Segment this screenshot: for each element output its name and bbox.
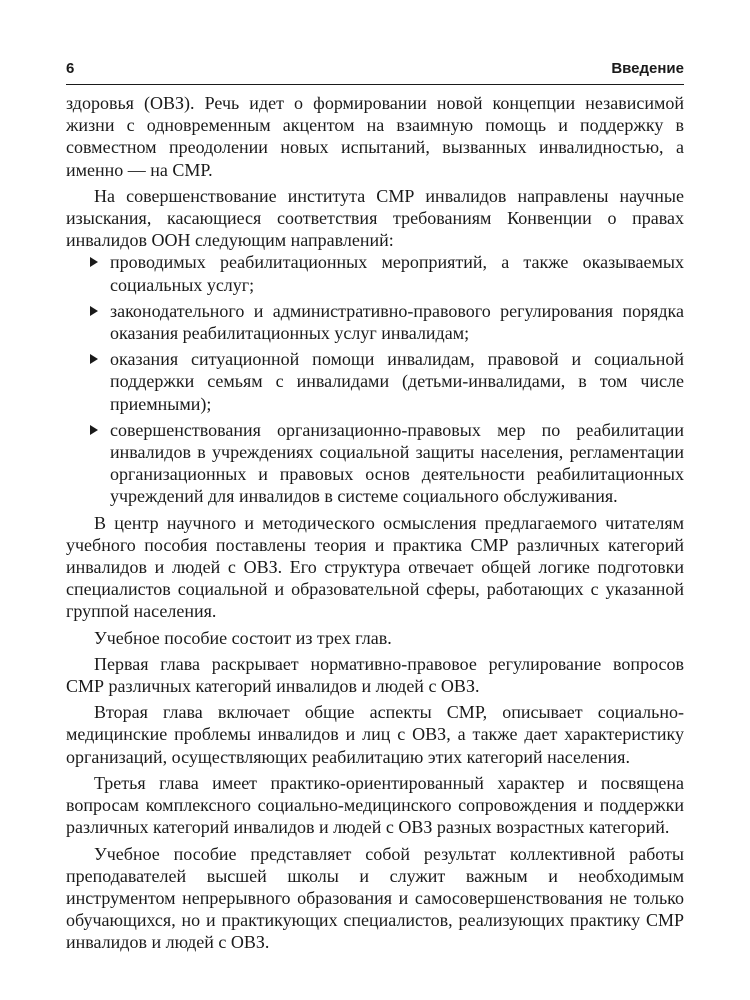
paragraph: Третья глава имеет практико-ориентированный характер и посвящена вопросам комплексного социально-медицинского сопровождения и поддержки различных категорий инвалидов и людей с ОВЗ разных возрастных категорий. — [66, 772, 684, 838]
paragraph: Учебное пособие представляет собой результат коллективной работы преподавателей высшей школы и служит важным и необходимым инструментом непрерывного образования и самосовершенствования не только обучающихся, но и практикующих специалистов, реализующих практику СМР инвалидов и людей с ОВЗ. — [66, 843, 684, 953]
paragraph: Первая глава раскрывает нормативно-правовое регулирование вопросов СМР различных категорий инвалидов и людей с ОВЗ. — [66, 653, 684, 697]
triangle-bullet-icon — [90, 425, 98, 435]
list-item-text: оказания ситуационной помощи инвалидам, правовой и социальной поддержки семьям с инвалидами (детьми-инвалидами, в том числе приемными); — [110, 349, 684, 414]
list-item-text: совершенствования организационно-правовых мер по реабилитации инвалидов в учреждениях социальной защиты населения, регламентации организационных и правовых основ деятельности реабилитационных учреждений для инвалидов в системе социального обслуживания. — [110, 419, 684, 507]
list-item — [90, 419, 684, 508]
triangle-bullet-icon — [90, 257, 98, 267]
paragraph: Вторая глава включает общие аспекты СМР, описывает социально-медицинские проблемы инвалидов и лиц с ОВЗ, а также дает характеристику организаций, осуществляющих реабилитацию этих категорий населения. — [66, 702, 684, 767]
list-item-text: законодательного и административно-правового регулирования порядка оказания реабилитационных услуг инвалидам; — [110, 300, 684, 344]
bullet-list — [66, 251, 684, 507]
paragraph: Учебное пособие состоит из трех глав. — [94, 627, 392, 648]
paragraph: здоровья (ОВЗ). Речь идет о формировании новой концепции независимой жизни с одновременным акцентом на взаимную помощь и поддержку в совместном преодолении новых испытаний, вызванных инвалидностью, а именно — на СМР. — [66, 93, 684, 180]
running-header — [66, 58, 684, 85]
page-number: 6 — [66, 60, 75, 77]
page-body — [66, 92, 684, 954]
triangle-bullet-icon — [90, 306, 98, 316]
list-item-text: проводимых реабилитационных мероприятий, а также оказываемых социальных услуг; — [110, 252, 684, 295]
list-item — [90, 300, 684, 344]
list-item — [90, 348, 684, 415]
paragraph: На совершенствование института СМР инвалидов направлены научные изыскания, касающиеся соответствия требованиям Конвенции о правах инвалидов ООН следующим направлений: — [66, 185, 684, 251]
triangle-bullet-icon — [90, 354, 98, 364]
paragraph: В центр научного и методического осмысления предлагаемого читателям учебного пособия поставлены теория и практика СМР различных категорий инвалидов и людей с ОВЗ. Его структура отвечает общей логике подготовки специалистов социальной и образовательной сферы, работающих с указанной группой населения. — [66, 512, 684, 622]
list-item — [90, 251, 684, 295]
section-title: Введение — [611, 60, 684, 77]
